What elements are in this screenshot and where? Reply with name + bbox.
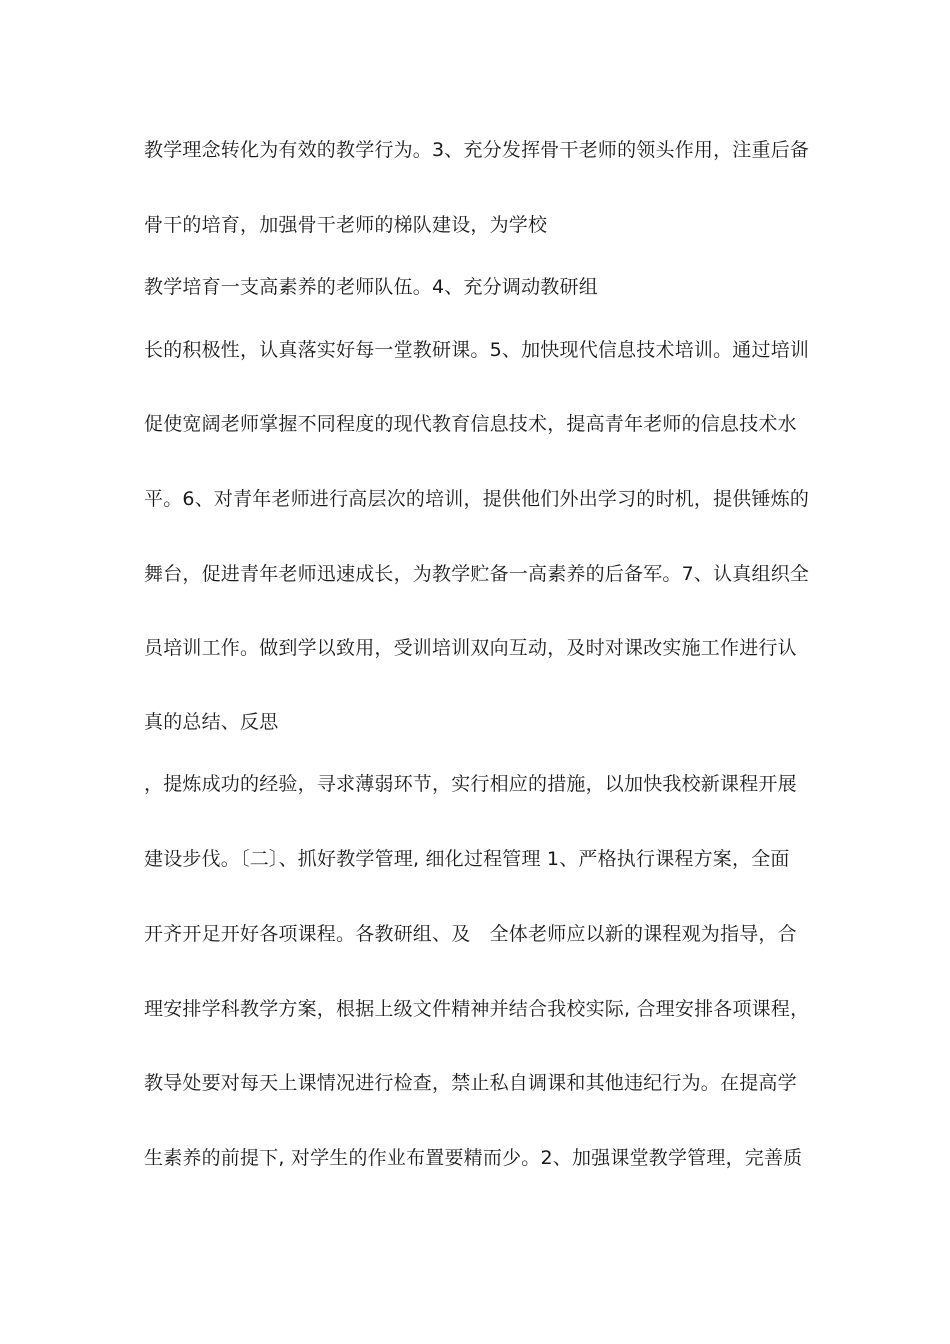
text-line-11: 建设步伐。〔二〕、抓好教学管理, 细化过程管理 1、严格执行课程方案，全面	[144, 848, 790, 870]
text-line-9: 真的总结、反思	[144, 711, 279, 733]
text-line-2: 骨干的培育，加强骨干老师的梯队建设，为学校	[144, 214, 548, 236]
text-line-15: 生素养的前提下, 对学生的作业布置要精而少。2、加强课堂教学管理，完善质	[144, 1147, 803, 1169]
text-line-5: 促使宽阔老师掌握不同程度的现代教育信息技术，提高青年老师的信息技术水	[144, 413, 797, 435]
text-line-1: 教学理念转化为有效的教学行为。3、充分发挥骨干老师的领头作用，注重后备	[144, 139, 810, 161]
text-line-14: 教导处要对每天上课情况进行检查，禁止私自调课和其他违纪行为。在提高学	[144, 1072, 797, 1094]
text-line-8: 员培训工作。做到学以致用，受训培训双向互动，及时对课改实施工作进行认	[144, 637, 797, 659]
text-line-13: 理安排学科教学方案，根据上级文件精神并结合我校实际, 合理安排各项课程，	[144, 998, 810, 1020]
text-line-12: 开齐开足开好各项课程。各教研组、及 全体老师应以新的课程观为指导，合	[144, 923, 797, 945]
text-line-10: ，提炼成功的经验，寻求薄弱环节，实行相应的措施，以加快我校新课程开展	[144, 773, 797, 795]
text-line-4: 长的积极性，认真落实好每一堂教研课。5、加快现代信息技术培训。通过培训	[144, 339, 810, 361]
text-line-7: 舞台，促进青年老师迅速成长，为教学贮备一高素养的后备军。7、认真组织全	[144, 563, 810, 585]
text-line-3: 教学培育一支高素养的老师队伍。4、充分调动教研组	[144, 276, 598, 298]
text-line-6: 平。6、对青年老师进行高层次的培训，提供他们外出学习的时机，提供锤炼的	[144, 488, 810, 510]
